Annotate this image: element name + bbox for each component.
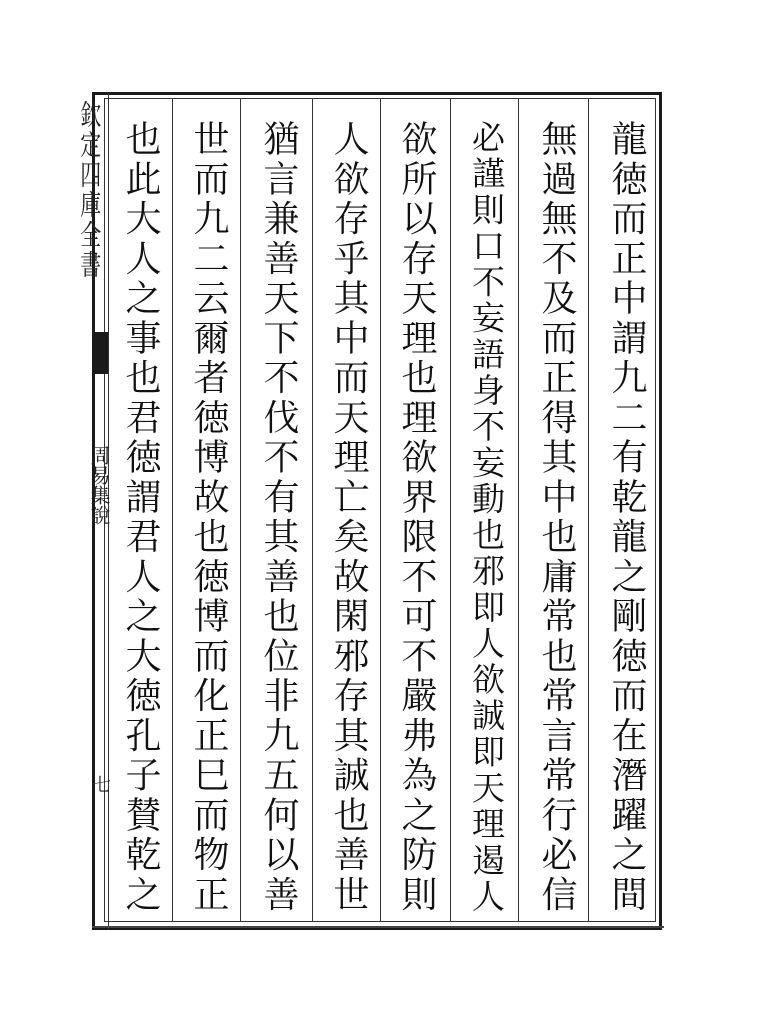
column-rule — [380, 98, 381, 922]
margin-book-title: 欽定四庫全書 — [77, 100, 102, 280]
fishtail-mark — [92, 332, 108, 374]
column-rule — [312, 98, 313, 922]
text-column-1: 龍徳而正中謂九二有乾龍之剛徳而在潛躍之間 — [606, 120, 647, 915]
text-column-3: 必謹則口不妄語身不妄動也邪即人欲誠即天理遏人 — [467, 120, 506, 915]
column-rule — [588, 98, 589, 922]
text-column-2: 無過無不及而正得其中也庸常也常言常行必信 — [536, 120, 577, 915]
text-column-4: 欲所以存天理也理欲界限不可不嚴弗為之防則 — [396, 120, 437, 915]
text-column-5: 人欲存乎其中而天理亡矣故閑邪存其誠也善世 — [328, 120, 369, 915]
column-rule — [518, 98, 519, 922]
margin-sub-title: 周易集說 — [87, 445, 111, 525]
column-rule — [172, 98, 173, 922]
text-column-6: 猶言兼善天下不伐不有其善也位非九五何以善 — [258, 120, 299, 915]
margin-page-number: 七 — [90, 775, 111, 793]
bottom-border-line — [92, 926, 664, 928]
column-rule — [240, 98, 241, 922]
column-rule — [450, 98, 451, 922]
text-column-8: 也此大人之事也君徳謂君人之大徳孔子賛乾之 — [120, 120, 161, 915]
text-column-7: 世而九二云爾者徳博故也徳博而化正巳而物正 — [188, 120, 229, 915]
